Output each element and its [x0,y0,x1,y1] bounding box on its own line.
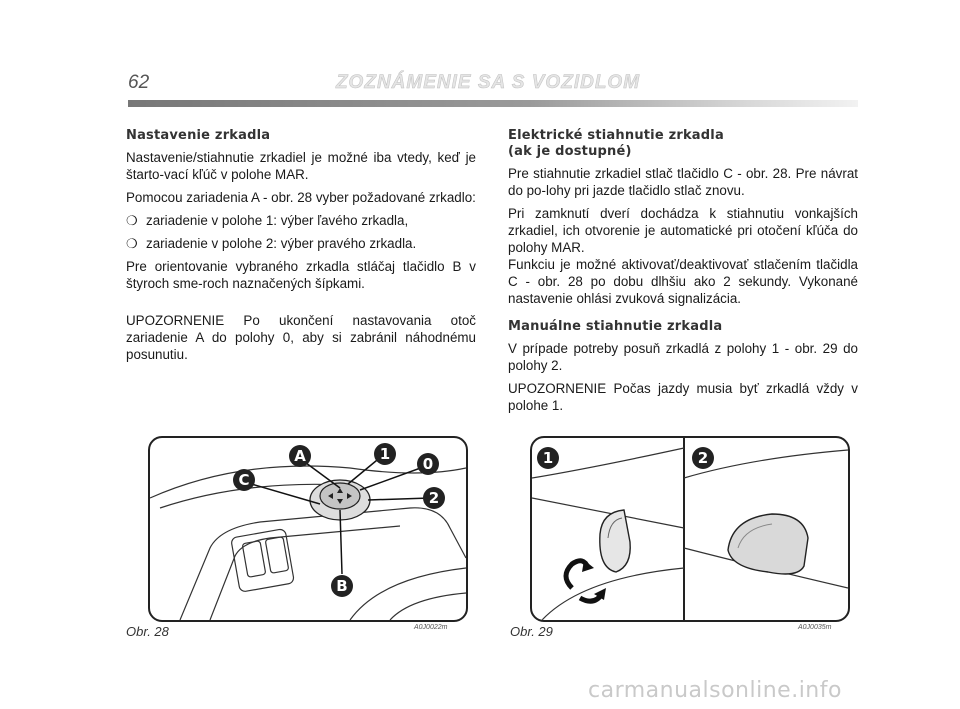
label-0: 0 [422,455,434,473]
paragraph: Pri zamknutí dverí dochádza k stiahnutiu vonkajších zrkadiel, ich otvorenie je automatické pri otočení kľúča do polohy MAR. [508,206,858,255]
page-number: 62 [128,72,150,93]
label-2: 2 [428,489,440,507]
paragraph: Pomocou zariadenia A - obr. 28 vyber požadované zrkadlo: [126,190,476,205]
label-1: 1 [379,445,391,463]
left-column [126,128,476,369]
mirror-control-illustration [150,438,466,620]
manual-folding-illustration [532,438,848,620]
list-item-text: zariadenie v polohe 1: výber ľavého zrkadla, [146,213,409,228]
label-a: A [294,447,306,465]
list-item-text: zariadenie v polohe 2: výber pravého zrkadla. [146,236,417,251]
page-header [128,70,858,110]
mirror-position-2 [728,514,808,574]
figure-29-code: A0J0035m [798,624,832,631]
paragraph: Nastavenie/stiahnutie zrkadiel je možné iba vtedy, keď je štarto-vací kľúč v polohe MAR. [126,150,476,182]
chapter-title: ZOZNÁMENIE SA S VOZIDLOM [335,72,641,93]
label-c: C [238,471,250,489]
mirror-position-1 [600,510,630,572]
list-item [126,212,476,229]
section-heading-manual-folding: Manuálne stiahnutie zrkadla [508,319,723,334]
paragraph: Funkciu je možné aktivovať/deaktivovať stlačením tlačidla C - obr. 28 po dobu dlhšiu ako 2 sekundy. Vykonané nastavenie ohlási zvuková signalizácia. [508,257,858,306]
figure-28-mirror-control [148,436,468,622]
section-heading-mirror-adjust: Nastavenie zrkadla [126,128,271,143]
paragraph: Pre stiahnutie zrkadiel stlač tlačidlo C - obr. 28. Pre návrat do po-lohy pri jazde tlačidlo stlač znovu. [508,166,858,198]
warning-paragraph: UPOZORNENIE Po ukončení nastavovania otoč zariadenie A do polohy 0, aby si zabránil náhodnému posunutiu. [126,313,476,362]
warning-paragraph: UPOZORNENIE Počas jazdy musia byť zrkadlá vždy v polohe 1. [508,381,858,413]
right-column [508,128,858,420]
bullet-icon: ❍ [126,236,138,251]
paragraph: Pre orientovanie vybraného zrkadla stláčaj tlačidlo B v štyroch sme-roch naznačených šípkami. [126,259,476,291]
label-2: 2 [697,449,709,467]
figure-29-caption: Obr. 29 [510,624,553,639]
watermark: carmanualsonline.info [588,678,842,703]
bullet-icon: ❍ [126,213,138,228]
header-rule [128,100,858,107]
figure-29-manual-folding [530,436,850,622]
figure-28-code: A0J0022m [414,624,448,631]
figure-28-caption: Obr. 28 [126,624,169,639]
label-1: 1 [542,449,554,467]
paragraph: V prípade potreby posuň zrkadlá z polohy 1 - obr. 29 do polohy 2. [508,341,858,373]
list-item [126,235,476,252]
section-heading-electric-folding: Elektrické stiahnutie zrkadla (ak je dostupné) [508,128,724,159]
label-b: B [336,577,348,595]
